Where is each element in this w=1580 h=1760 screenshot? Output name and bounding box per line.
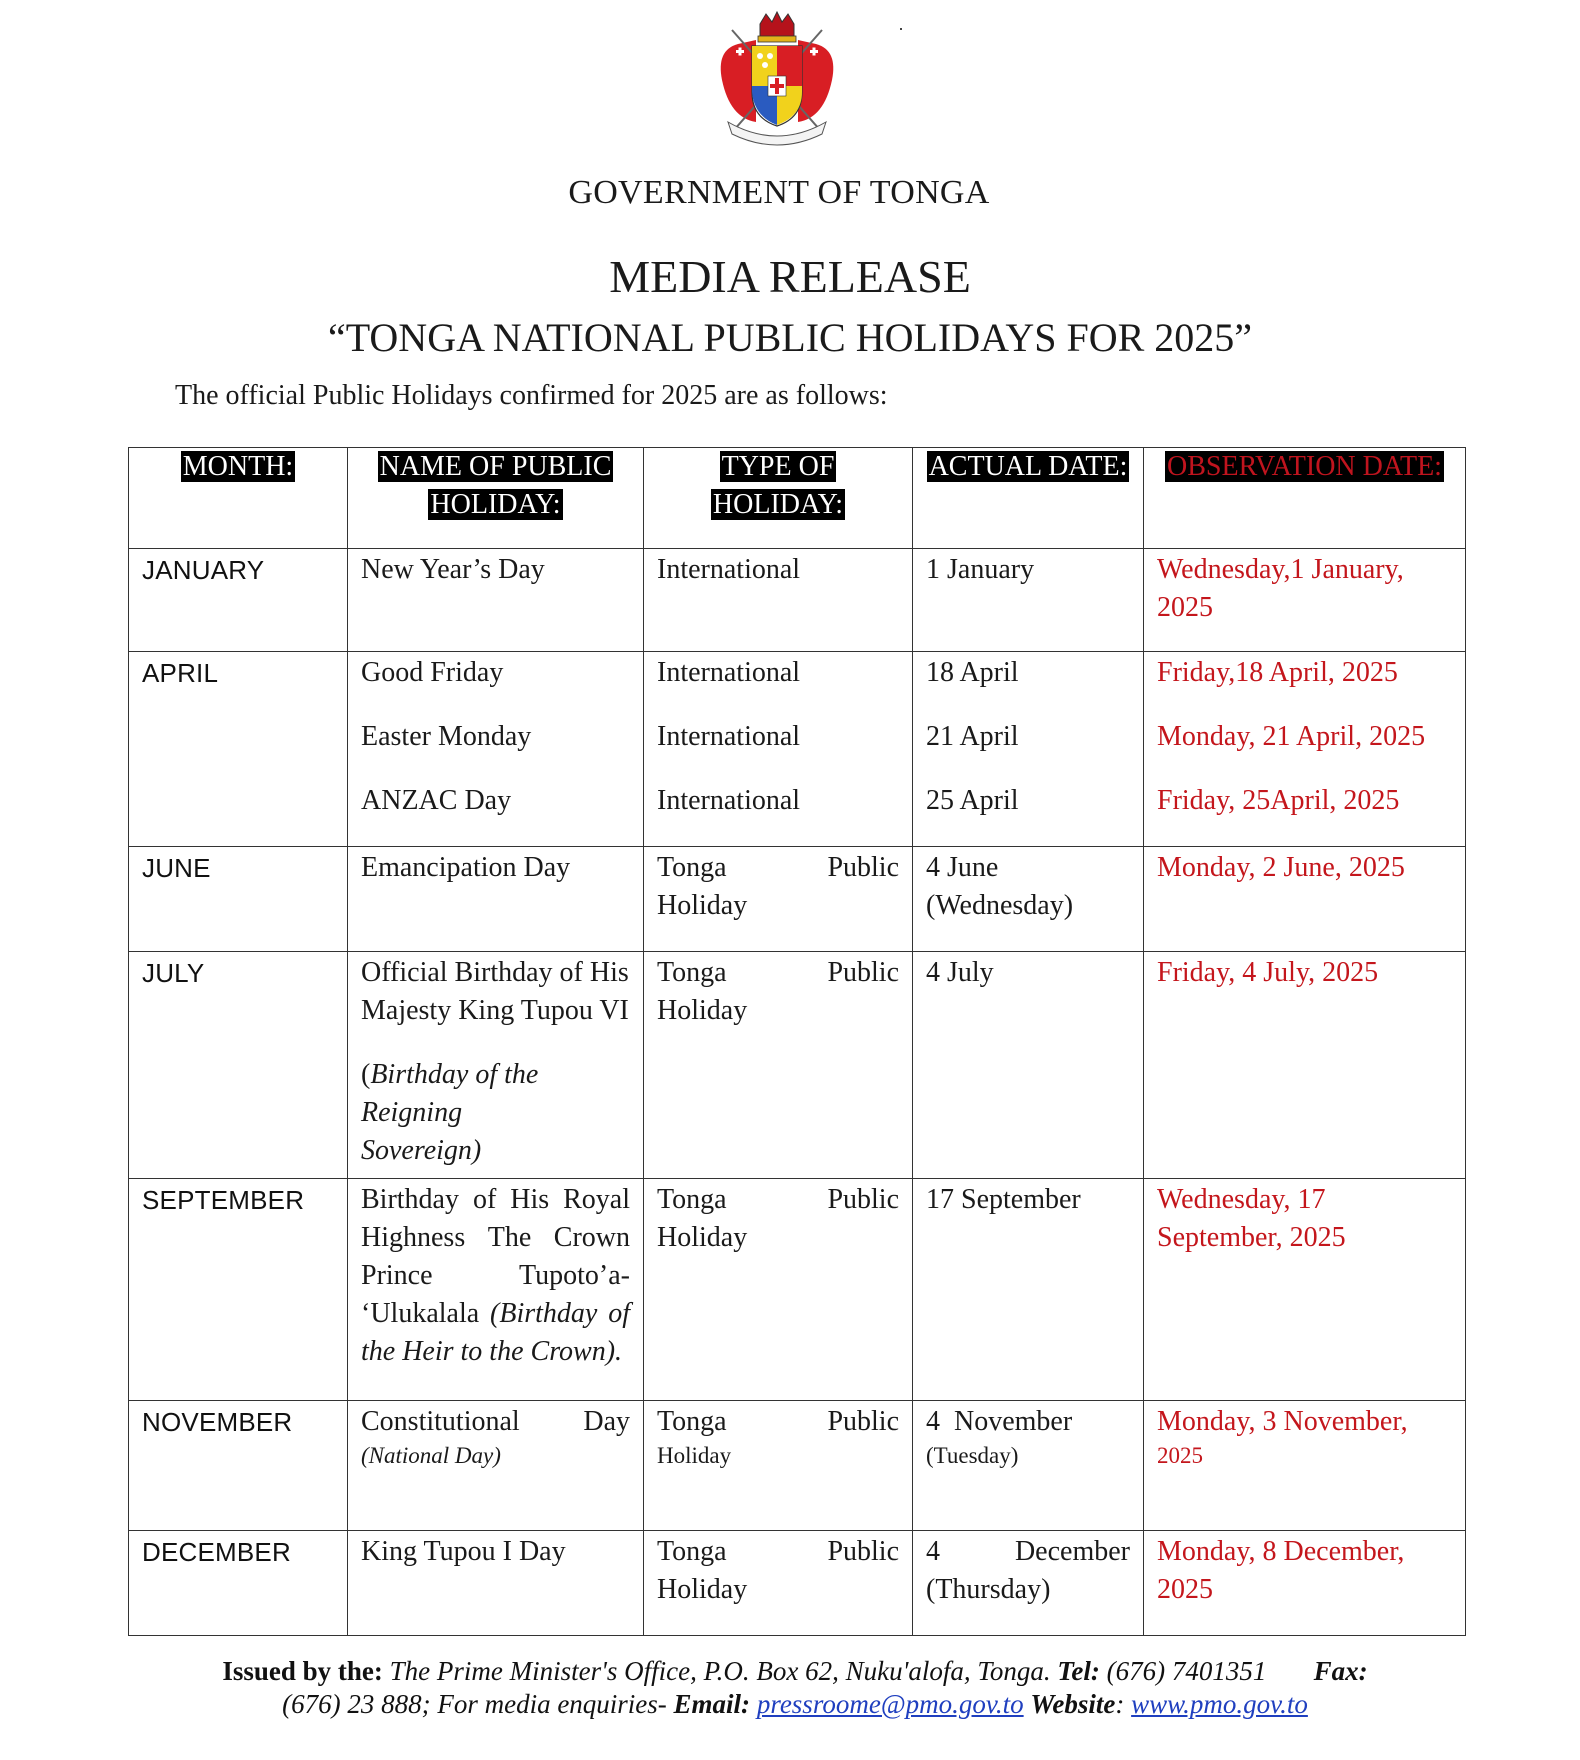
month-cell: APRIL bbox=[129, 652, 348, 847]
speck bbox=[900, 28, 902, 30]
text-fragment: MONTH: bbox=[182, 451, 294, 482]
text-fragment: Tonga bbox=[657, 1406, 727, 1437]
text-fragment: Prince bbox=[361, 1260, 433, 1291]
text-fragment: 2025 bbox=[1157, 592, 1213, 623]
text-fragment: HOLIDAY: bbox=[712, 489, 844, 520]
coat-of-arms-icon bbox=[712, 10, 842, 148]
month-cell: DECEMBER bbox=[129, 1531, 348, 1636]
holiday-name-cell: New Year’s Day bbox=[348, 549, 644, 652]
observation-date-cell: Monday, 2 June, 2025 bbox=[1144, 847, 1466, 952]
actual-date-cell: 17 September bbox=[913, 1179, 1144, 1401]
text-fragment: Public bbox=[827, 957, 899, 988]
text-fragment: Tupoto’a- bbox=[519, 1260, 630, 1291]
actual-date-cell bbox=[913, 1531, 1144, 1636]
government-title: GOVERNMENT OF TONGA bbox=[568, 174, 990, 211]
text-fragment: Easter Monday bbox=[361, 721, 532, 752]
text-fragment: 4 bbox=[926, 1536, 940, 1567]
table-row bbox=[129, 1179, 1466, 1401]
text-fragment: of bbox=[472, 1184, 497, 1215]
table-row bbox=[129, 1531, 1466, 1636]
actual-date-cell: 4 July bbox=[913, 952, 1144, 1179]
header-actual-date bbox=[913, 448, 1144, 549]
text-fragment: Public bbox=[827, 1536, 899, 1567]
text-fragment: Official Birthday of His bbox=[361, 957, 629, 988]
text-fragment: Tonga bbox=[657, 852, 727, 883]
table-row bbox=[129, 652, 1466, 847]
text-fragment: Tonga bbox=[657, 1536, 727, 1567]
text-fragment: Monday, 8 December, bbox=[1157, 1536, 1405, 1567]
email-link[interactable]: pressroome@pmo.gov.to bbox=[756, 1689, 1024, 1719]
text-fragment: Holiday bbox=[657, 1222, 748, 1253]
text-fragment: November bbox=[954, 1406, 1073, 1437]
observation-date-cell bbox=[1144, 652, 1466, 847]
actual-date-cell: 1 January bbox=[913, 549, 1144, 652]
text-fragment: Majesty King Tupou VI bbox=[361, 995, 629, 1026]
observation-date-cell bbox=[1144, 1531, 1466, 1636]
text-fragment: of bbox=[608, 1298, 630, 1329]
holiday-type-cell bbox=[644, 1179, 913, 1401]
table-row bbox=[129, 847, 1466, 952]
intro-text: The official Public Holidays confirmed for 2025 are as follows: bbox=[175, 380, 888, 411]
text-fragment: Constitutional bbox=[361, 1406, 520, 1437]
observation-date-cell: Friday, 4 July, 2025 bbox=[1144, 952, 1466, 1179]
holiday-name-cell bbox=[348, 652, 644, 847]
text-fragment: Tonga bbox=[657, 957, 727, 988]
actual-date-cell bbox=[913, 652, 1144, 847]
text-fragment: Good Friday bbox=[361, 657, 504, 688]
text-fragment: 25 April bbox=[926, 785, 1019, 816]
month-cell: JULY bbox=[129, 952, 348, 1179]
text-fragment: ‘Ulukalala bbox=[361, 1298, 480, 1329]
tel-label: Tel: bbox=[1057, 1656, 1100, 1686]
email-label: Email: bbox=[673, 1689, 751, 1719]
text-fragment: December bbox=[1014, 1536, 1130, 1567]
holiday-type-cell bbox=[644, 1531, 913, 1636]
text-fragment: Wednesday, 17 bbox=[1157, 1184, 1326, 1215]
text-fragment: Highness bbox=[361, 1222, 466, 1253]
holiday-type-cell bbox=[644, 652, 913, 847]
text-fragment: Monday, 21 April, 2025 bbox=[1157, 721, 1426, 752]
holiday-name-cell: Emancipation Day bbox=[348, 847, 644, 952]
text-fragment: Holiday bbox=[657, 1443, 732, 1468]
text-fragment: International bbox=[657, 657, 801, 688]
text-fragment: HOLIDAY: bbox=[430, 489, 561, 520]
header-observation-date bbox=[1144, 448, 1466, 549]
fax-label: Fax: bbox=[1313, 1656, 1368, 1686]
table-row bbox=[129, 952, 1466, 1179]
holiday-type-cell bbox=[644, 1401, 913, 1531]
holiday-type-cell bbox=[644, 847, 913, 952]
text-fragment: Monday, 3 November, bbox=[1157, 1406, 1408, 1437]
text-fragment: Tonga bbox=[657, 1184, 727, 1215]
actual-date-cell bbox=[913, 847, 1144, 952]
holiday-name-cell bbox=[348, 952, 644, 1179]
text-fragment: Public bbox=[827, 1184, 899, 1215]
coat-of-arms bbox=[712, 10, 842, 148]
text-fragment: the Heir to the Crown). bbox=[361, 1336, 623, 1367]
text-fragment: International bbox=[657, 721, 801, 752]
text-fragment: Friday,18 April, 2025 bbox=[1157, 657, 1398, 688]
text-fragment: Sovereign) bbox=[361, 1135, 482, 1166]
table-row bbox=[129, 549, 1466, 652]
text-fragment: Holiday bbox=[657, 1574, 748, 1605]
issuer-text: The Prime Minister's Office, P.O. Box 62, Nuku'alofa, Tonga. bbox=[389, 1656, 1051, 1686]
observation-date-cell bbox=[1144, 549, 1466, 652]
text-fragment: TYPE OF bbox=[721, 451, 835, 482]
table-row bbox=[129, 1401, 1466, 1531]
text-fragment: 2025 bbox=[1157, 1443, 1203, 1468]
observation-date-cell bbox=[1144, 1401, 1466, 1531]
text-fragment: Royal bbox=[563, 1184, 630, 1215]
text-fragment: 21 April bbox=[926, 721, 1019, 752]
text-fragment: Wednesday,1 January, bbox=[1157, 554, 1404, 585]
text-fragment: International bbox=[657, 785, 801, 816]
text-fragment: Public bbox=[827, 1406, 899, 1437]
holiday-type-cell bbox=[644, 952, 913, 1179]
text-fragment: Holiday bbox=[657, 890, 748, 921]
actual-date-cell bbox=[913, 1401, 1144, 1531]
text-fragment: Crown bbox=[553, 1222, 630, 1253]
text-fragment: The bbox=[487, 1222, 532, 1253]
month-cell: JUNE bbox=[129, 847, 348, 952]
holiday-name-cell: King Tupou I Day bbox=[348, 1531, 644, 1636]
month-cell: NOVEMBER bbox=[129, 1401, 348, 1531]
text-fragment: Birthday of the Reigning bbox=[361, 1059, 539, 1128]
text-fragment: 2025 bbox=[1157, 1574, 1213, 1605]
holiday-name-cell bbox=[348, 1401, 644, 1531]
text-fragment: 4 June bbox=[926, 852, 999, 883]
text-fragment: ( bbox=[361, 1059, 371, 1090]
text-fragment: OBSERVATION DATE: bbox=[1167, 451, 1442, 482]
issued-label: Issued by the: bbox=[222, 1656, 383, 1686]
tel-number: (676) 7401351 bbox=[1106, 1656, 1267, 1686]
text-fragment: Holiday bbox=[657, 995, 748, 1026]
text-fragment: (Thursday) bbox=[926, 1574, 1051, 1605]
text-fragment: Birthday bbox=[361, 1184, 459, 1215]
website-label: Website bbox=[1030, 1689, 1116, 1719]
holidays-table bbox=[128, 447, 1466, 1636]
holiday-type-cell: International bbox=[644, 549, 913, 652]
text-fragment: His bbox=[510, 1184, 550, 1215]
header-holiday-type bbox=[644, 448, 913, 549]
text-fragment: (Wednesday) bbox=[926, 890, 1074, 921]
text-fragment: Public bbox=[827, 852, 899, 883]
text-fragment: 18 April bbox=[926, 657, 1019, 688]
text-fragment: (Birthday bbox=[490, 1298, 598, 1329]
footer-contact bbox=[150, 1655, 1440, 1721]
header-holiday-name bbox=[348, 448, 644, 549]
release-title: “TONGA NATIONAL PUBLIC HOLIDAYS FOR 2025” bbox=[327, 315, 1253, 360]
text-fragment: September, 2025 bbox=[1157, 1222, 1346, 1253]
observation-date-cell bbox=[1144, 1179, 1466, 1401]
month-cell: JANUARY bbox=[129, 549, 348, 652]
text-fragment: : bbox=[1115, 1689, 1125, 1719]
header-month bbox=[129, 448, 348, 549]
month-cell: SEPTEMBER bbox=[129, 1179, 348, 1401]
fax-number: (676) 23 888; For media enquiries- bbox=[282, 1689, 667, 1719]
table-header-row bbox=[129, 448, 1466, 549]
text-fragment: ANZAC Day bbox=[361, 785, 512, 816]
holiday-name-cell bbox=[348, 1179, 644, 1401]
media-release-heading: MEDIA RELEASE bbox=[609, 251, 971, 302]
text-fragment: Friday, 25April, 2025 bbox=[1157, 785, 1400, 816]
text-fragment: Day bbox=[583, 1406, 630, 1437]
text-fragment: 4 bbox=[926, 1406, 940, 1437]
text-fragment: (National Day) bbox=[361, 1443, 501, 1468]
text-fragment: NAME OF PUBLIC bbox=[379, 451, 612, 482]
text-fragment: ACTUAL DATE: bbox=[928, 451, 1128, 482]
text-fragment: (Tuesday) bbox=[926, 1443, 1019, 1468]
website-link[interactable]: www.pmo.gov.to bbox=[1131, 1689, 1308, 1719]
